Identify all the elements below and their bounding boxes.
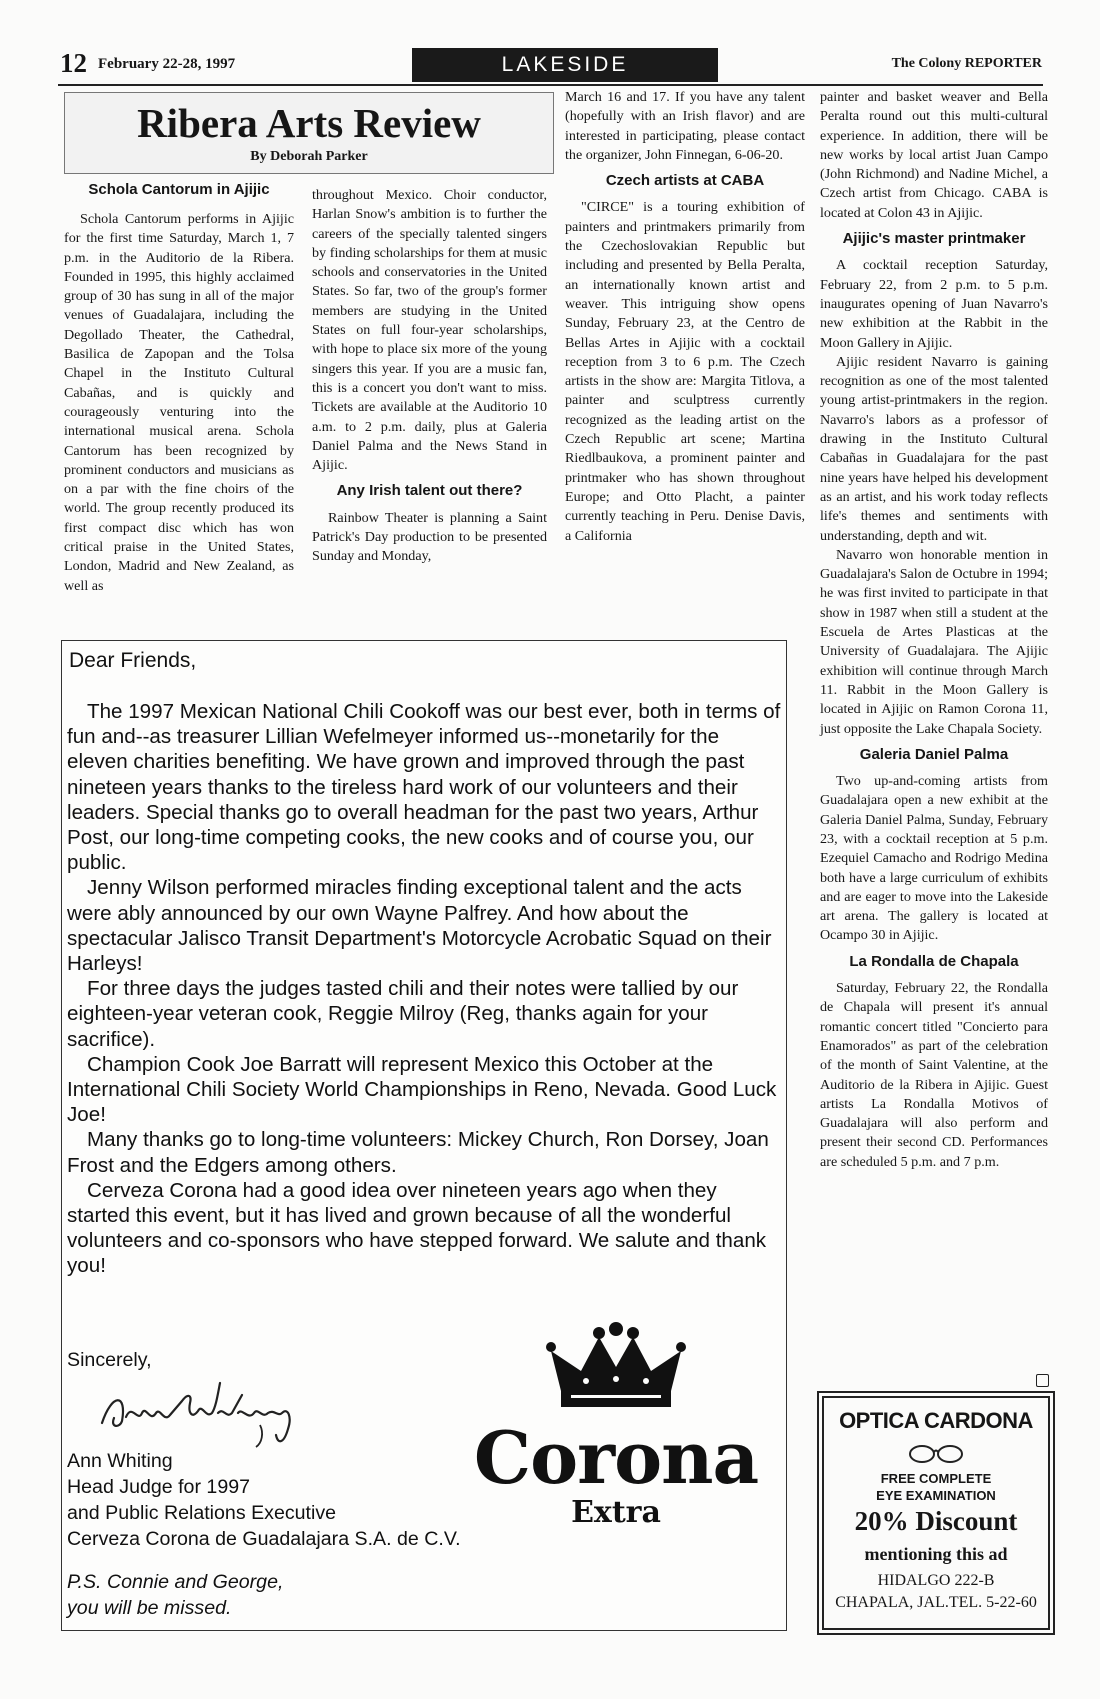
issue-date: February 22-28, 1997 xyxy=(98,56,236,72)
paragraph: A cocktail reception Saturday, February 22, from 2 p.m. to 5 p.m. inaugurates opening of Juan Navarro's new exhibition at the Rabbit in the Moon Gallery in Ajijic. xyxy=(820,257,1048,351)
paragraph: Ajijic resident Navarro is gaining recognition as one of the most talented young artist-printmakers in the region. Navarro's labors as a professor of drawing in the Instituto Cultural Cabañas in Guadalajara for the past nine years have helped his development as an artist, and his work today reflects life's themes and sentiments with understanding, depth and wit. xyxy=(820,353,1048,544)
column-2 xyxy=(312,186,547,567)
signer-name: Ann Whiting xyxy=(67,1450,173,1472)
corona-extra: Extra xyxy=(571,1495,661,1530)
letter-paragraph: The 1997 Mexican National Chili Cookoff was our best ever, both in terms of fun and--as treasurer Lillian Wefelmeyer informed us--monetarily for the eleven charities benefiting. We have grown and improved through the past nineteen years thanks to the tireless hard work of our volunteers and their leaders. Special thanks go to overall headman for the past two years, Arthur Post, our long-time competing cooks, the new cooks and of course you, our public. xyxy=(67,700,781,875)
letter-paragraph: Many thanks go to long-time volunteers: Mickey Church, Ron Dorsey, Joan Frost and the Edgers among others. xyxy=(67,1128,769,1177)
eyeglasses-icon xyxy=(906,1442,966,1464)
optica-cardona-ad xyxy=(822,1396,1050,1630)
column-1-heading-block xyxy=(64,180,294,207)
crown-icon xyxy=(541,1321,691,1413)
end-mark-icon xyxy=(1036,1374,1049,1387)
letter-signoff xyxy=(67,1448,461,1552)
newspaper-name: The Colony REPORTER xyxy=(891,56,1042,71)
postscript-line: P.S. Connie and George, xyxy=(67,1571,284,1593)
column-4 xyxy=(820,88,1048,1172)
ad-street: HIDALGO 222-B xyxy=(877,1572,995,1589)
ad-mention: mentioning this ad xyxy=(864,1544,1008,1564)
letter-closing: Sincerely, xyxy=(67,1349,152,1371)
paragraph: Two up-and-coming artists from Guadalajara open a new exhibit at the Galeria Daniel Palma, Sunday, February 23, with a cocktail reception at 5 p.m. Ezequiel Camacho and Rodrigo Medina both have a large curriculum of exhibits and are eager to move into the Lakeside art arena. The gallery is located at Ocampo 30 in Ajijic. xyxy=(820,773,1048,944)
letter-paragraph: Champion Cook Joe Barratt will represent Mexico this October at the International Chili Society World Championships in Reno, Nevada. Good Luck Joe! xyxy=(67,1052,777,1127)
paragraph: Saturday, February 22, the Rondalla de Chapala will present it's annual romantic concert titled "Concierto para Enamorados" as part of the celebration of the month of Saint Valentine, at the Auditorio de la Ribera in Ajijic. Guest artists La Rondalla Motivos of Guadalajara will also perform and present their second CD. Performances are scheduled 5 p.m. and 7 p.m. xyxy=(820,980,1048,1170)
heading-schola-cantorum: Schola Cantorum in Ajijic xyxy=(88,181,270,198)
header-rule xyxy=(58,84,1043,86)
ad-free-exam xyxy=(824,1470,1048,1504)
ad-discount: 20% Discount xyxy=(854,1506,1018,1536)
signer-role: Head Judge for 1997 xyxy=(67,1476,251,1498)
corona-letter-ad xyxy=(61,640,787,1631)
paragraph: painter and basket weaver and Bella Peralta round out this multi-cultural experience. In addition, there will be new works by local artist Juan Campo (John Richmond) and Nadine Michel, a Czech artist from Chicago. CABA is located at Colon 43 in Ajijic. xyxy=(820,89,1048,221)
article-byline: By Deborah Parker xyxy=(250,149,368,164)
section-banner: LAKESIDE xyxy=(412,48,718,82)
postscript-line: you will be missed. xyxy=(67,1597,232,1619)
heading-master-printmaker: Ajijic's master printmaker xyxy=(842,230,1026,248)
ad-line: FREE COMPLETE xyxy=(880,1471,992,1486)
heading-galeria-daniel-palma: Galeria Daniel Palma xyxy=(859,745,1009,763)
article-title: Ribera Arts Review xyxy=(137,100,481,146)
paragraph: "CIRCE" is a touring exhibition of painters and printmakers primarily from the Czechoslovakian Republic but including and presented by Bella Peralta, an internationally known artist and weaver. This intriguing show opens Sunday, February 23, at the Centro de Bellas Artes in Ajijic with a cocktail reception from 3 to 6 p.m. The Czech artists in the show are: Margita Titlova, a painter and sculptress currently recognized as the leading artist on the Czech Republic art scene; Martina Riedlbaukova, a prominent painter and printmaker who has shown throughout Europe; and Otto Placht, a painter currently teaching in Peru. Denise Davis, a California xyxy=(565,199,805,544)
paragraph: throughout Mexico. Choir conductor, Harlan Snow's ambition is to further the careers of the specially talented singers by finding scholarships for them at music schools and conservatories in the United States. So far, two of the group's former members are studying in the United States on full four-year scholarships, with hope to place six more of the young singers this year. If you are a music fan, this is a concert you don't want to miss. Tickets are available at the Auditorio 10 a.m. to 2 p.m. daily, plus at Galeria Daniel Palma and the News Stand in Ajijic. xyxy=(312,187,547,474)
column-1 xyxy=(64,210,294,596)
paragraph: March 16 and 17. If you have any talent (hopefully with an Irish flavor) and are interested in participating, please contact the organizer, John Finnegan, 6-06-20. xyxy=(565,89,805,163)
ad-city: CHAPALA, JAL.TEL. 5-22-60 xyxy=(835,1594,1037,1611)
signer-company: Cerveza Corona de Guadalajara S.A. de C.V. xyxy=(67,1528,461,1550)
signer-role-2: and Public Relations Executive xyxy=(67,1502,337,1524)
ad-address xyxy=(824,1570,1048,1614)
page-number: 12 xyxy=(60,48,87,78)
ad-title: OPTICA CARDONA xyxy=(839,1408,1033,1433)
corona-logo xyxy=(451,1321,781,1530)
paragraph: Navarro won honorable mention in Guadalajara's Salon de Octubre in 1994; he was first invited to participate in that show in 1987 when still a student at the Escuela de Artes Plasticas at the University of Guadalajara. The Ajijic exhibition will continue through March 11. Rabbit in the Moon Gallery is located in Ajijic on Ramon Corona 11, just opposite the Lake Chapala Society. xyxy=(820,546,1048,737)
paragraph: Rainbow Theater is planning a Saint Patrick's Day production to be presented Sunday and Monday, xyxy=(312,509,547,565)
heading-czech-artists: Czech artists at CABA xyxy=(605,172,765,190)
letter-paragraph: Cerveza Corona had a good idea over nineteen years ago when they started this event, but it has lived and grown because of all the wonderful volunteers and co-sponsors who have stepped forward. We salute and thank you! xyxy=(67,1178,767,1278)
letter-body xyxy=(67,699,782,1279)
ad-line: EYE EXAMINATION xyxy=(876,1488,996,1503)
letter-postscript xyxy=(67,1569,283,1621)
letter-paragraph: For three days the judges tasted chili and their notes were tallied by our eighteen-year veteran cook, Reggie Milroy (Reg, thanks again for your sacrifice). xyxy=(67,977,739,1051)
corona-wordmark: Corona xyxy=(473,1415,759,1500)
signature-image xyxy=(92,1373,332,1448)
letter-greeting: Dear Friends, xyxy=(69,649,197,672)
article-title-box xyxy=(64,92,554,174)
paragraph: Schola Cantorum performs in Ajijic for the first time Saturday, March 1, 7 p.m. in the Auditorio de la Ribera. Founded in 1995, this highly acclaimed group of 30 has sung in all of the major venues of Guadalajara, including the Degollado Theater, the Cathedral, Basilica de Zapopan and the Tolsa Chapel in the Instituto Cultural Cabañas, and is quickly and courageously venturing into the international musical arena. Schola Cantorum has been recognized by prominent conductors and musicians as on a par with the fine choirs of the world. The group recently produced its first compact disc which has won critical praise in the United States, London, Madrid and New Zealand, as well as xyxy=(64,211,294,594)
heading-rondalla: La Rondalla de Chapala xyxy=(849,952,1019,970)
letter-paragraph: Jenny Wilson performed miracles finding exceptional talent and the acts were ably announced by our own Wayne Palfrey. And how about the spectacular Jalisco Transit Department's Motorcycle Acrobatic Squad on their Harleys! xyxy=(67,876,772,976)
heading-irish-talent: Any Irish talent out there? xyxy=(336,482,523,500)
column-3 xyxy=(565,88,805,546)
